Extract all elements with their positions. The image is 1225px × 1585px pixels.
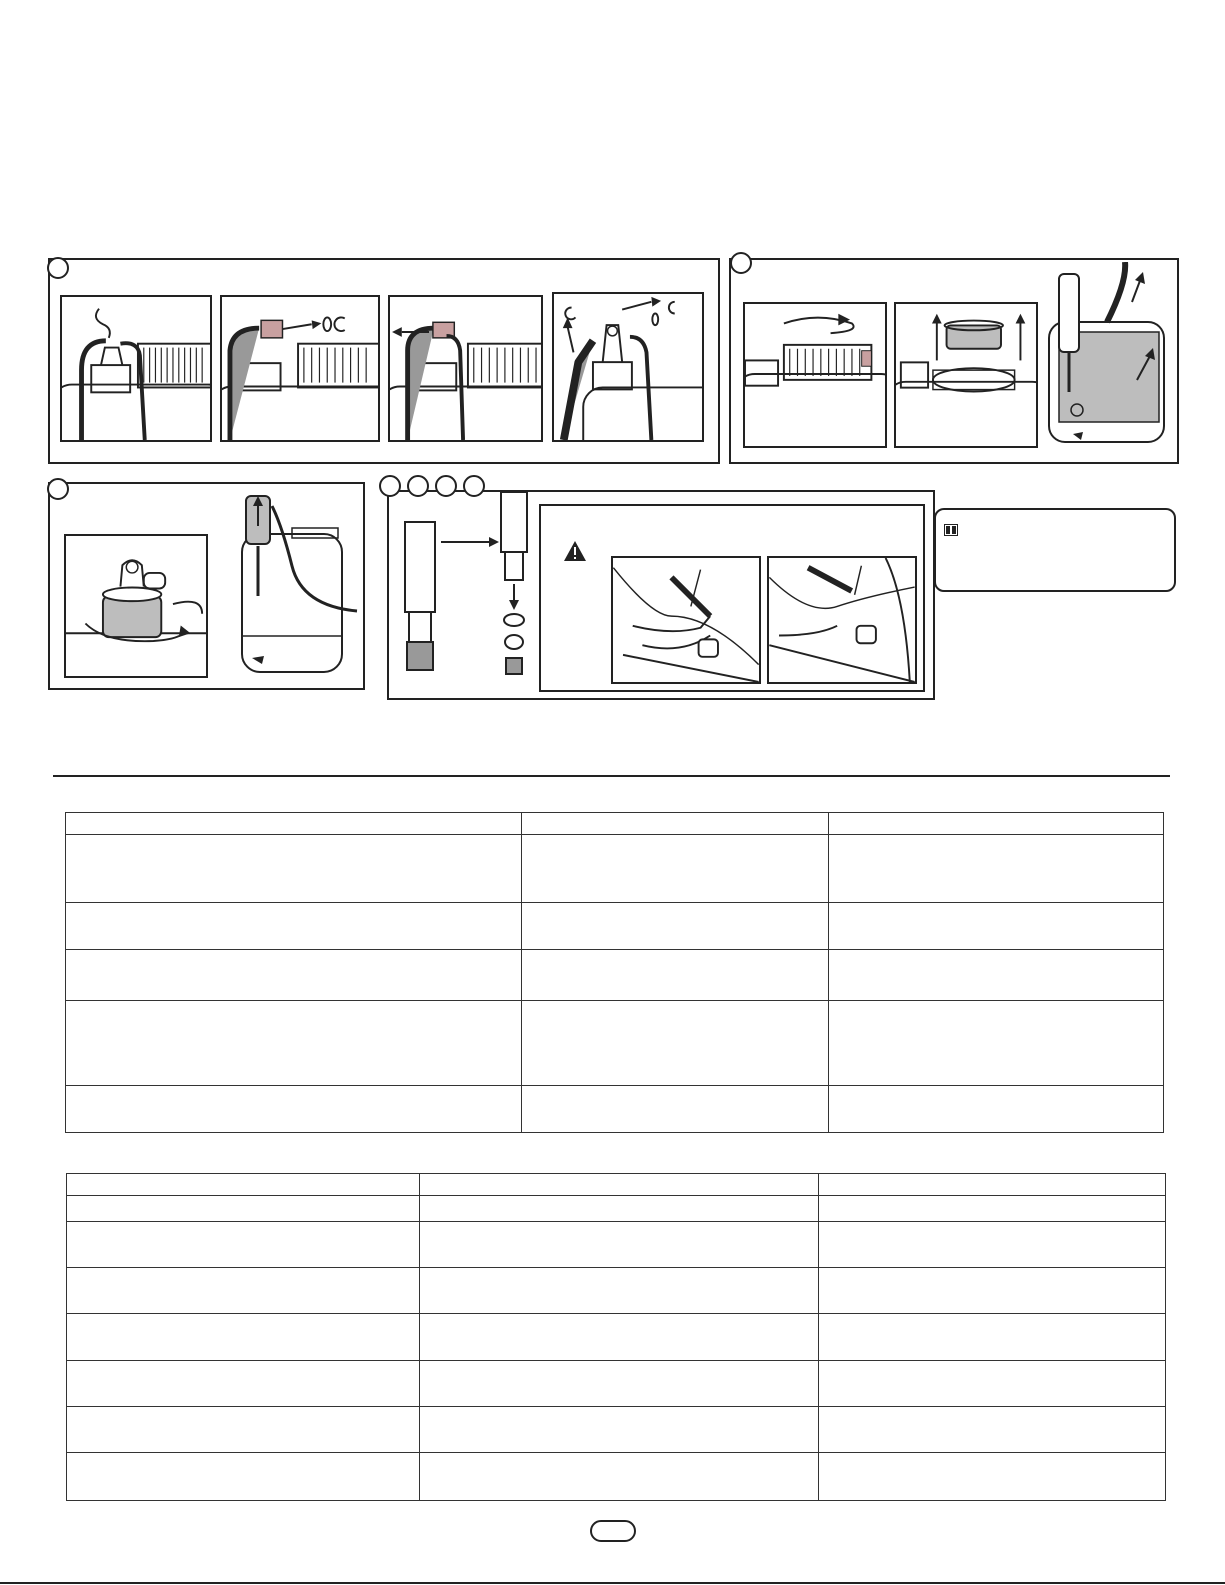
page-number [590, 1520, 636, 1542]
table2-header-cause [420, 1174, 819, 1196]
illustration-pull-hose [388, 295, 543, 442]
table-cell [67, 1406, 420, 1452]
warning-subpanel [539, 504, 925, 692]
table-cell [66, 1001, 522, 1086]
troubleshooting-table-2 [66, 1173, 1166, 1501]
table-cell [420, 1268, 819, 1314]
table1-header-problem [66, 813, 522, 835]
illustration-unscrew-lid [743, 302, 887, 448]
table-cell [829, 1086, 1164, 1133]
table-cell [522, 903, 829, 950]
table-cell [819, 1360, 1166, 1406]
table-cell [522, 1086, 829, 1133]
table-cell [420, 1360, 819, 1406]
manual-note-box [934, 508, 1176, 592]
table2-header-solution [819, 1174, 1166, 1196]
panel-step-b [729, 258, 1179, 464]
table1-header-solution [829, 813, 1164, 835]
table-cell [522, 1001, 829, 1086]
table-cell [67, 1314, 420, 1360]
step-number-d1 [379, 475, 401, 497]
warning-icon [563, 540, 587, 562]
photo-clean-nozzle [611, 556, 761, 684]
table-cell [829, 1001, 1164, 1086]
panel-step-c [48, 482, 365, 690]
table-cell [420, 1406, 819, 1452]
panel-step-a [48, 258, 720, 464]
table-cell [420, 1196, 819, 1222]
table-cell [829, 950, 1164, 1001]
illustration-disconnect-hose [60, 295, 212, 442]
illustration-twist-cap [64, 534, 208, 678]
bottom-rule [0, 1582, 1225, 1584]
table-cell [420, 1314, 819, 1360]
table-cell [819, 1268, 1166, 1314]
illustration-unit-filter [222, 486, 362, 686]
illustration-remove-tube [552, 292, 704, 442]
table-cell [819, 1406, 1166, 1452]
table-cell [67, 1452, 420, 1500]
illustration-remove-clip [220, 295, 380, 442]
table-cell [819, 1452, 1166, 1500]
table-cell [829, 903, 1164, 950]
photo-clean-tip [767, 556, 917, 684]
step-number-d4 [463, 475, 485, 497]
table-cell [67, 1222, 420, 1268]
table1-header-cause [522, 813, 829, 835]
step-number-a [47, 257, 69, 279]
table-cell [67, 1360, 420, 1406]
table-cell [819, 1222, 1166, 1268]
table-cell [67, 1196, 420, 1222]
illustration-spray-gun-parts [391, 492, 531, 697]
panel-step-d [387, 490, 935, 700]
step-number-c [47, 478, 69, 500]
table-cell [66, 835, 522, 903]
step-number-d3 [435, 475, 457, 497]
table-cell [829, 835, 1164, 903]
illustration-lift-lid [894, 302, 1038, 448]
step-number-b [730, 252, 752, 274]
section-divider [53, 775, 1170, 777]
troubleshooting-table-1 [65, 812, 1164, 1133]
table-cell [66, 903, 522, 950]
table-cell [66, 1086, 522, 1133]
table-cell [819, 1314, 1166, 1360]
table-cell [420, 1222, 819, 1268]
illustration-cleaning-unit [1037, 262, 1177, 452]
table-cell [67, 1268, 420, 1314]
table2-header-problem [67, 1174, 420, 1196]
table-cell [819, 1196, 1166, 1222]
step-number-d2 [407, 475, 429, 497]
book-icon [944, 524, 958, 536]
table-cell [66, 950, 522, 1001]
table-cell [522, 835, 829, 903]
table-cell [420, 1452, 819, 1500]
table-cell [522, 950, 829, 1001]
